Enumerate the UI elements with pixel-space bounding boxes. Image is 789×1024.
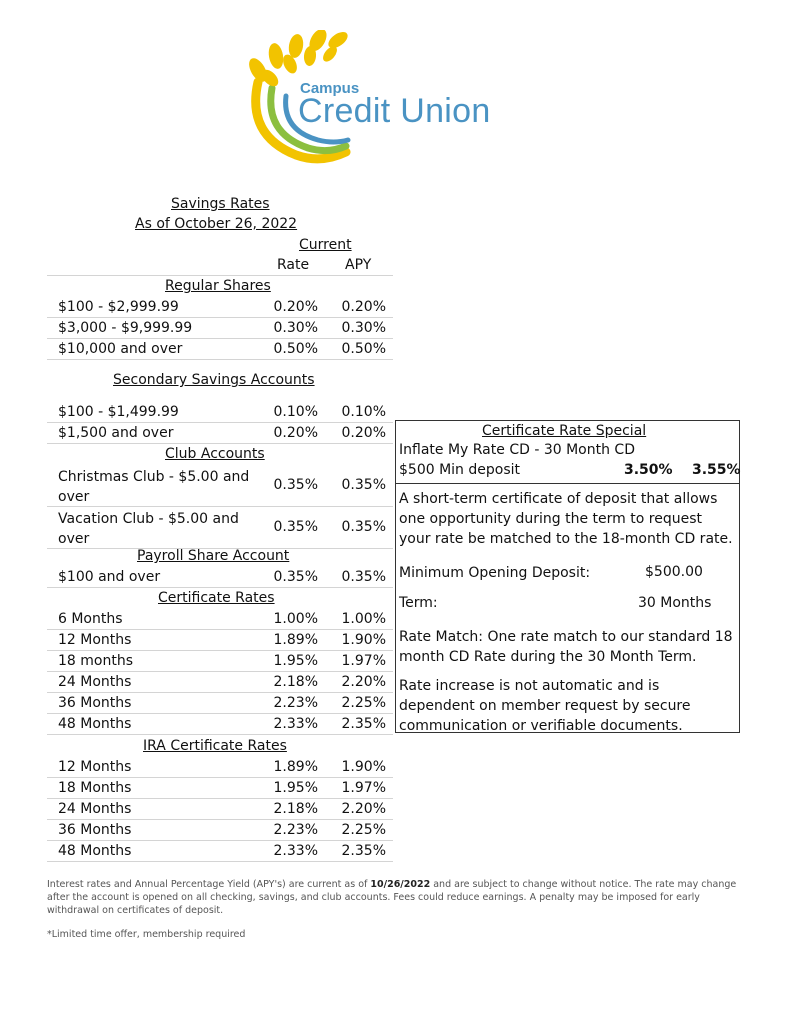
term-label: Term: — [399, 595, 438, 611]
table-row — [47, 799, 393, 820]
table-row — [47, 693, 393, 714]
row-rate: 0.35% — [273, 477, 318, 493]
row-label: 18 months — [58, 653, 133, 669]
row-label: 6 Months — [58, 611, 123, 627]
payroll-share-table — [47, 567, 393, 588]
certificate-rates-table — [47, 609, 393, 735]
disclaimer-post: and are subject to change without notice. The rate may change after the account is opened on all checking, savings, and club accounts. Fees could reduce earnings. A penalty may be imposed for early withdrawal on certificates of deposit. — [47, 879, 737, 916]
table-row — [47, 778, 393, 799]
row-label: $100 - $2,999.99 — [58, 299, 179, 315]
regular-shares-title: Regular Shares — [165, 278, 271, 294]
logo-text-credit-union: Credit Union — [298, 92, 491, 130]
club-accounts-title: Club Accounts — [165, 446, 265, 462]
row-label: Christmas Club - $5.00 and over — [58, 469, 250, 505]
row-apy: 0.35% — [341, 519, 386, 535]
row-apy: 0.20% — [341, 299, 386, 315]
row-apy: 0.35% — [341, 477, 386, 493]
row-label: 24 Months — [58, 801, 132, 817]
special-apy: 3.55% — [692, 462, 741, 478]
row-label: 12 Months — [58, 759, 132, 775]
row-label: 48 Months — [58, 716, 132, 732]
table-row — [47, 402, 393, 423]
table-row — [47, 339, 393, 360]
table-row — [47, 507, 393, 549]
rate-match-label: Rate Match — [399, 629, 479, 645]
row-apy: 2.20% — [341, 674, 386, 690]
row-rate: 1.89% — [273, 759, 318, 775]
table-row — [47, 423, 393, 444]
as-of-date: As of October 26, 2022 — [135, 216, 298, 232]
min-opening-deposit-label: Minimum Opening Deposit: — [399, 565, 591, 581]
row-label: 12 Months — [58, 632, 132, 648]
row-rate: 0.20% — [273, 425, 318, 441]
rate-increase-text: Rate increase is not automatic and is dependent on member request by secure communication or verifiable documents. — [399, 678, 691, 734]
rate-match-text — [399, 627, 734, 667]
row-label: 36 Months — [58, 822, 132, 838]
disclaimer — [47, 878, 747, 917]
row-label: $1,500 and over — [58, 425, 174, 441]
row-rate: 1.00% — [273, 611, 318, 627]
table-row — [47, 465, 393, 507]
special-description: A short-term certificate of deposit that allows one opportunity during the term to request your rate be matched to the 18-month CD rate. — [399, 491, 733, 547]
table-row — [47, 820, 393, 841]
row-label: 36 Months — [58, 695, 132, 711]
apy-column-header: APY — [345, 257, 372, 273]
table-row — [47, 757, 393, 778]
row-apy: 2.35% — [341, 843, 386, 859]
row-apy: 1.97% — [341, 780, 386, 796]
row-apy: 0.30% — [341, 320, 386, 336]
row-apy: 1.90% — [341, 759, 386, 775]
row-label: Vacation Club - $5.00 and over — [58, 511, 239, 547]
row-rate: 2.33% — [273, 843, 318, 859]
row-label: $100 - $1,499.99 — [58, 404, 179, 420]
payroll-share-title: Payroll Share Account — [137, 548, 290, 564]
row-apy: 1.00% — [341, 611, 386, 627]
table-row — [47, 672, 393, 693]
row-apy: 1.97% — [341, 653, 386, 669]
row-rate: 1.95% — [273, 653, 318, 669]
row-rate: 2.23% — [273, 695, 318, 711]
table-row — [47, 297, 393, 318]
row-rate: 0.35% — [273, 569, 318, 585]
table-row — [47, 318, 393, 339]
row-apy: 2.25% — [341, 822, 386, 838]
rate-column-header: Rate — [277, 257, 310, 273]
row-apy: 2.25% — [341, 695, 386, 711]
row-apy: 1.90% — [341, 632, 386, 648]
row-label: $100 and over — [58, 569, 161, 585]
table-row — [47, 714, 393, 735]
table-row — [47, 567, 393, 588]
certificate-rate-special-box — [395, 420, 740, 733]
current-heading: Current — [299, 237, 352, 253]
campus-credit-union-logo — [236, 30, 506, 170]
row-rate: 0.30% — [273, 320, 318, 336]
table-row — [47, 630, 393, 651]
row-rate: 2.23% — [273, 822, 318, 838]
row-rate: 2.33% — [273, 716, 318, 732]
secondary-savings-table — [47, 402, 393, 444]
row-label: 24 Months — [58, 674, 132, 690]
row-apy: 0.20% — [341, 425, 386, 441]
disclaimer-pre: Interest rates and Annual Percentage Yield (APY's) are current as of — [47, 879, 371, 890]
special-product-name: Inflate My Rate CD - 30 Month CD — [399, 442, 635, 458]
divider — [47, 275, 393, 276]
row-rate: 1.95% — [273, 780, 318, 796]
row-label: $3,000 - $9,999.99 — [58, 320, 193, 336]
rate-match-detail: : One rate match to our standard 18 month CD Rate during the 30 Month Term. — [399, 629, 733, 665]
certificate-rates-title: Certificate Rates — [158, 590, 275, 606]
row-apy: 2.20% — [341, 801, 386, 817]
row-rate: 0.10% — [273, 404, 318, 420]
row-label: $10,000 and over — [58, 341, 183, 357]
special-min-deposit: $500 Min deposit — [399, 462, 520, 478]
row-apy: 0.10% — [341, 404, 386, 420]
table-row — [47, 609, 393, 630]
disclaimer-date: 10/26/2022 — [370, 879, 431, 890]
page-title: Savings Rates — [171, 196, 270, 212]
row-rate: 2.18% — [273, 801, 318, 817]
logo-text-campus: Campus — [300, 80, 360, 97]
table-row — [47, 651, 393, 672]
special-rate: 3.50% — [624, 462, 673, 478]
row-rate: 2.18% — [273, 674, 318, 690]
row-rate: 0.20% — [273, 299, 318, 315]
row-rate: 0.35% — [273, 519, 318, 535]
footnote: *Limited time offer, membership required — [47, 929, 246, 940]
club-accounts-table — [47, 465, 393, 549]
secondary-savings-title: Secondary Savings Accounts — [113, 372, 315, 388]
special-title: Certificate Rate Special — [482, 423, 647, 439]
term-value: 30 Months — [638, 595, 712, 611]
row-label: 18 Months — [58, 780, 132, 796]
min-opening-deposit-value: $500.00 — [645, 564, 703, 580]
row-apy: 2.35% — [341, 716, 386, 732]
regular-shares-table — [47, 297, 393, 360]
row-apy: 0.35% — [341, 569, 386, 585]
row-rate: 1.89% — [273, 632, 318, 648]
ira-certificate-rates-title: IRA Certificate Rates — [143, 738, 287, 754]
table-row — [47, 841, 393, 862]
divider — [396, 483, 739, 484]
row-apy: 0.50% — [341, 341, 386, 357]
row-label: 48 Months — [58, 843, 132, 859]
ira-certificate-rates-table — [47, 757, 393, 862]
row-rate: 0.50% — [273, 341, 318, 357]
